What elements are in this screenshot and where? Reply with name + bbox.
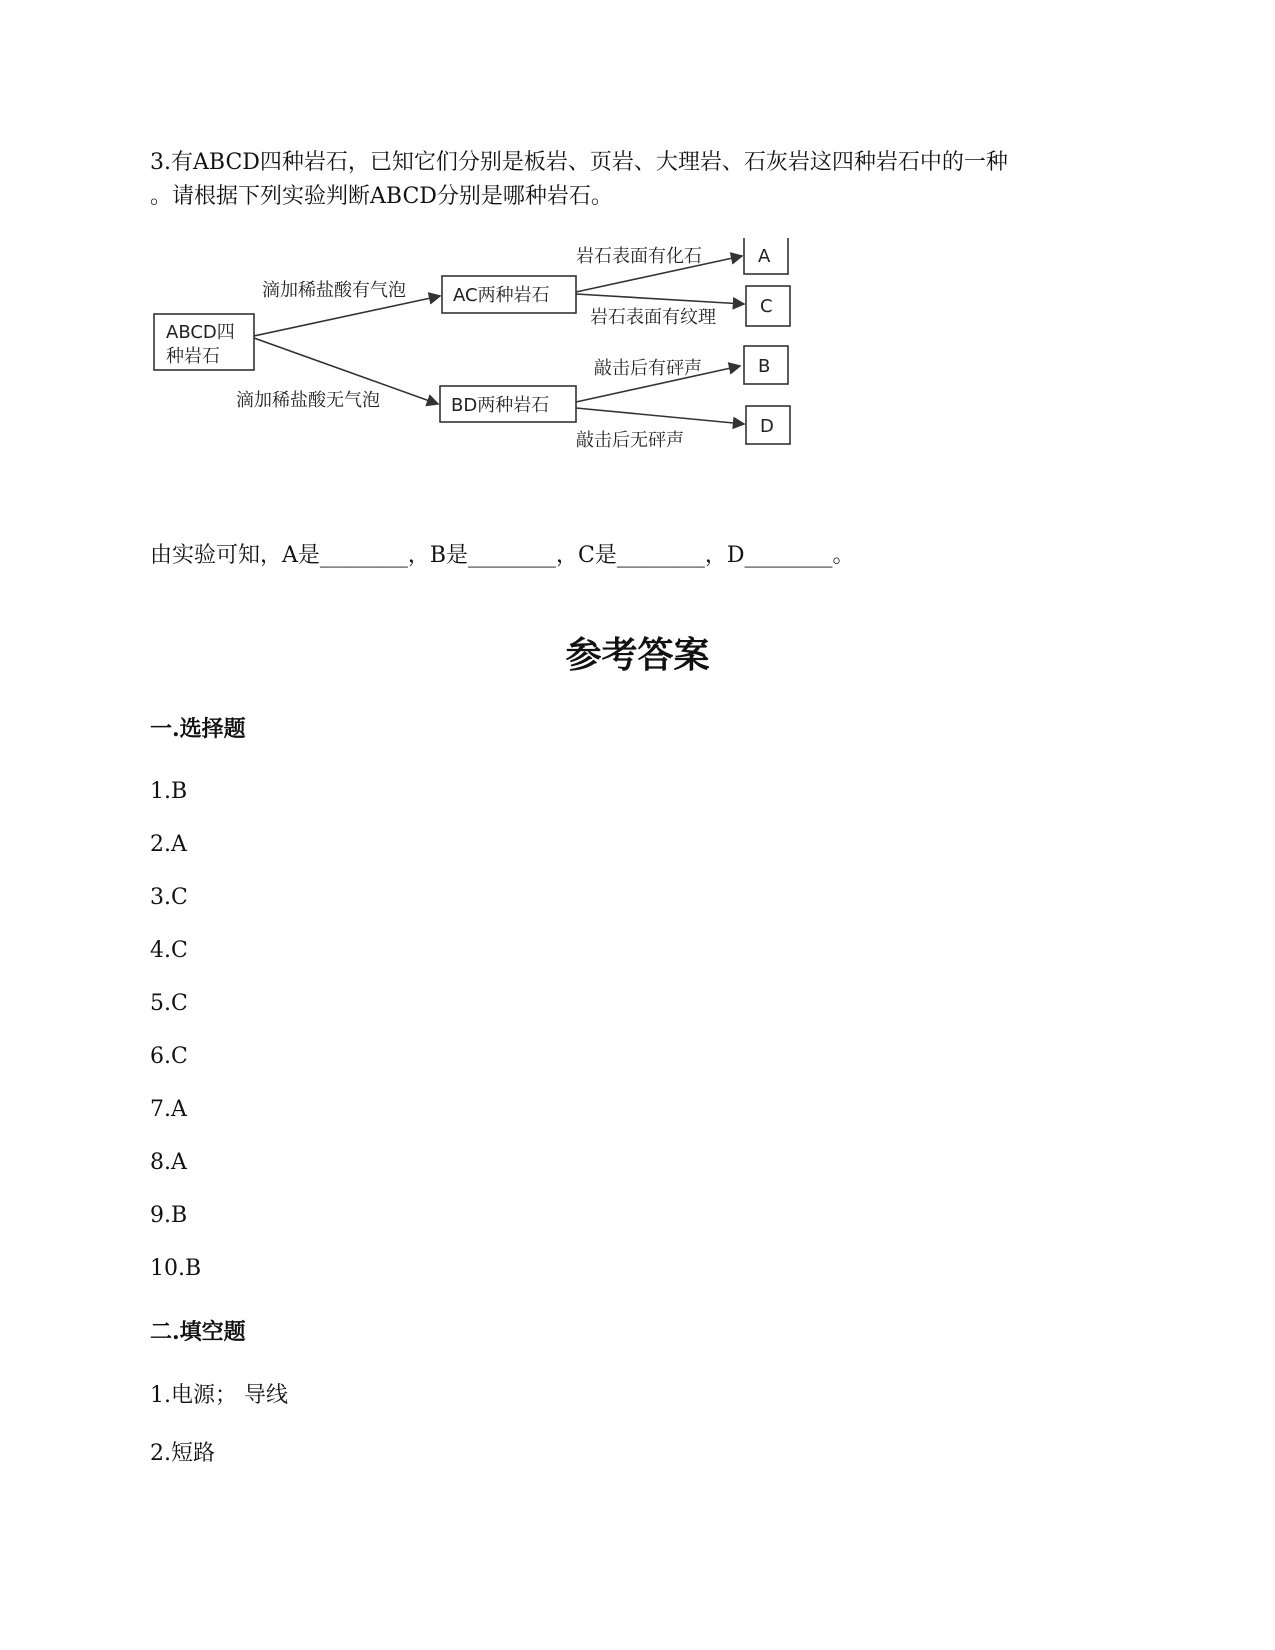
root-node-line-2: 种岩石 [166, 346, 220, 367]
arrow-bd-to-d [576, 408, 744, 424]
label-no-sound: 敲击后无砰声 [576, 430, 684, 451]
bd-node-label: BD两种岩石 [451, 395, 550, 416]
label-fossil: 岩石表面有化石 [576, 246, 702, 267]
answers-title: 参考答案 [565, 635, 710, 676]
question-text [150, 146, 1140, 214]
choice-answer: 7.A [150, 1097, 187, 1122]
choice-answer: 8.A [150, 1150, 187, 1175]
section-choice-heading: 一.选择题 [150, 716, 246, 742]
label-sound: 敲击后有砰声 [594, 358, 702, 379]
choice-answer: 3.C [150, 885, 188, 910]
arrow-ac-to-c [576, 294, 744, 304]
fill-answer: 1.电源； 导线 [150, 1383, 288, 1408]
leaf-b-label: B [758, 356, 771, 377]
choice-answer: 10.B [150, 1256, 202, 1281]
question-line-2: 。请根据下列实验判断ABCD分别是哪种岩石。 [150, 184, 613, 209]
choice-answer: 5.C [150, 991, 188, 1016]
rock-classification-diagram [150, 238, 810, 458]
fill-answer: 2.短路 [150, 1441, 215, 1466]
section-fill-heading: 二.填空题 [150, 1319, 246, 1345]
leaf-a-label: A [758, 246, 771, 267]
choice-answer: 2.A [150, 832, 187, 857]
result-fill-line: 由实验可知，A是________，B是________，C是________，D________。 [150, 543, 855, 568]
choice-answer: 6.C [150, 1044, 188, 1069]
ac-node-label: AC两种岩石 [453, 285, 550, 306]
root-node-line-1: ABCD四 [166, 322, 235, 343]
leaf-d-label: D [760, 416, 774, 437]
choice-answer: 9.B [150, 1203, 188, 1228]
arrow-root-to-ac [254, 296, 440, 336]
leaf-c-label: C [760, 296, 773, 317]
label-texture: 岩石表面有纹理 [590, 307, 716, 328]
choice-answer: 1.B [150, 779, 188, 804]
question-line-1: 3.有ABCD四种岩石，已知它们分别是板岩、页岩、大理岩、石灰岩这四种岩石中的一种 [150, 150, 1008, 175]
choice-answer: 4.C [150, 938, 188, 963]
branch-bottom-label: 滴加稀盐酸无气泡 [236, 390, 380, 411]
branch-top-label: 滴加稀盐酸有气泡 [262, 280, 406, 301]
